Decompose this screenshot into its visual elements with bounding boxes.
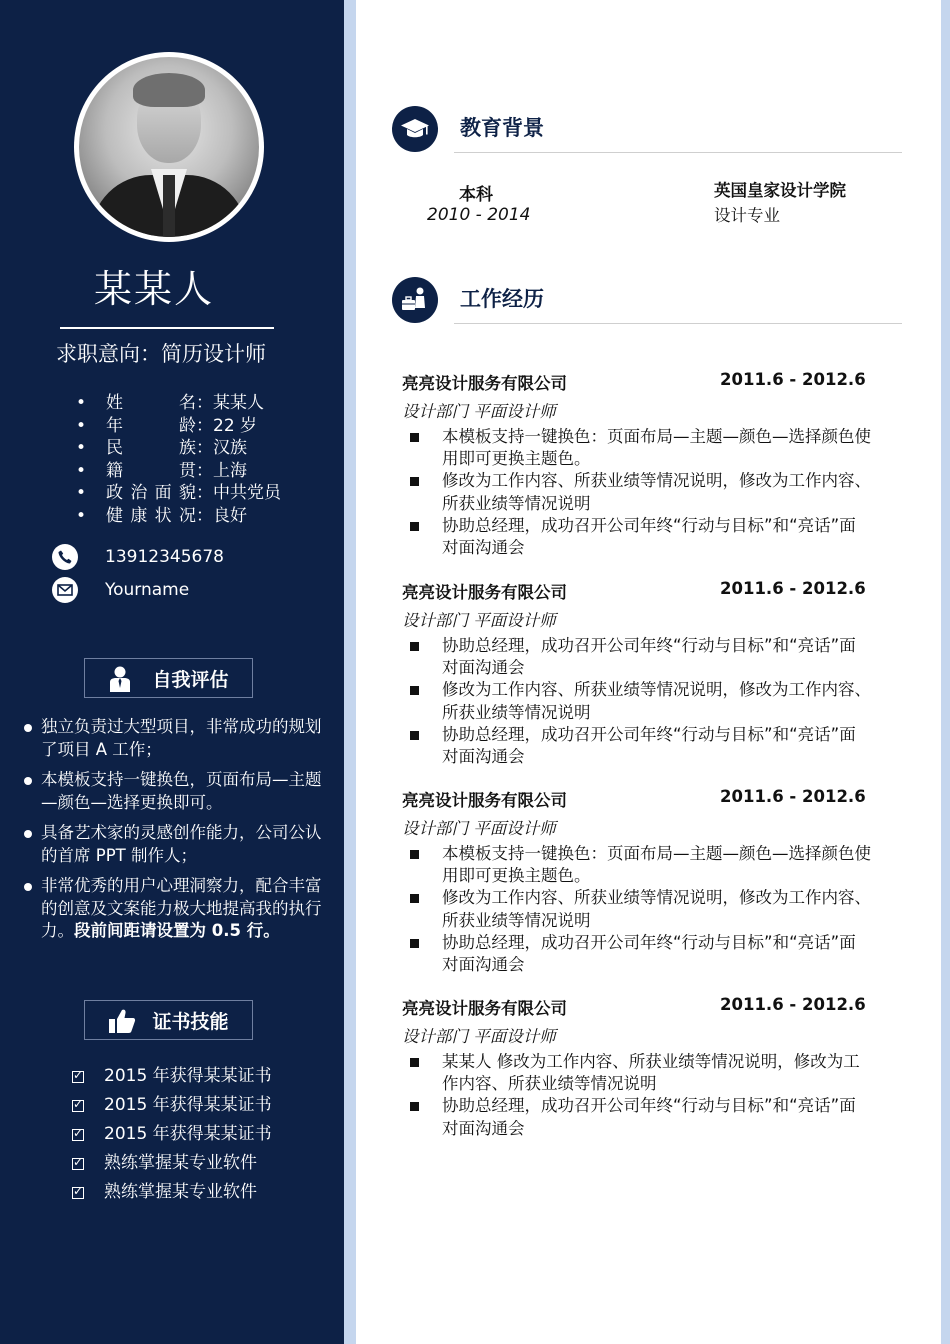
education-title: 教育背景 bbox=[460, 116, 544, 140]
cert-item: ✓ 熟练掌握某专业软件 bbox=[72, 1178, 272, 1207]
job-bullets bbox=[402, 635, 872, 768]
info-item: • 政治面貌：中共党员 bbox=[76, 482, 281, 505]
graduation-cap-icon bbox=[392, 106, 438, 152]
certs-heading: 证书技能 bbox=[84, 1000, 253, 1040]
self-eval-item: 具备艺术家的灵感创作能力，公司公认的首席 PPT 制作人； bbox=[22, 822, 330, 867]
phone-number: 13912345678 bbox=[105, 547, 224, 567]
sidebar bbox=[0, 0, 344, 1344]
work-title: 工作经历 bbox=[460, 287, 544, 311]
accent-stripe-left bbox=[344, 0, 356, 1344]
job-dates: 2011.6 - 2012.6 bbox=[720, 787, 866, 806]
checkbox-icon bbox=[72, 1158, 84, 1170]
job-bullet: 修改为工作内容、所获业绩等情况说明，修改为工作内容、所获业绩等情况说明 bbox=[402, 887, 872, 931]
job-bullet: 协助总经理，成功召开公司年终“行动与目标”和“亮话”面对面沟通会 bbox=[402, 724, 872, 768]
job-dept: 设计部门 平面设计师 bbox=[402, 1027, 556, 1046]
job-bullet: 协助总经理，成功召开公司年终“行动与目标”和“亮话”面对面沟通会 bbox=[402, 1095, 872, 1139]
job-dates: 2011.6 - 2012.6 bbox=[720, 370, 866, 389]
email-text: Yourname bbox=[105, 580, 190, 600]
info-item: • 年龄：22 岁 bbox=[76, 415, 281, 438]
phone-icon bbox=[52, 544, 78, 570]
job-bullet: 修改为工作内容、所获业绩等情况说明，修改为工作内容、所获业绩等情况说明 bbox=[402, 470, 872, 514]
info-item: • 民族：汉族 bbox=[76, 437, 281, 460]
self-eval-item: 独立负责过大型项目，非常成功的规划了项目 A 工作； bbox=[22, 716, 330, 761]
self-eval-item: 非常优秀的用户心理洞察力，配合丰富的创意及文案能力极大地提高我的执行力。段前间距请设置为 0.5 行。 bbox=[22, 875, 330, 943]
cert-item: ✓ 熟练掌握某专业软件 bbox=[72, 1149, 272, 1178]
job-bullet: 协助总经理，成功召开公司年终“行动与目标”和“亮话”面对面沟通会 bbox=[402, 515, 872, 559]
cert-item: ✓ 2015 年获得某某证书 bbox=[72, 1091, 272, 1120]
work-divider bbox=[454, 323, 902, 324]
job-company: 亮亮设计服务有限公司 bbox=[402, 791, 567, 810]
job-bullets bbox=[402, 843, 872, 976]
job-bullet: 协助总经理，成功召开公司年终“行动与目标”和“亮话”面对面沟通会 bbox=[402, 932, 872, 976]
job-dept: 设计部门 平面设计师 bbox=[402, 402, 556, 421]
info-item: • 健康状况：良好 bbox=[76, 505, 281, 528]
profile-photo bbox=[74, 52, 264, 242]
info-item: • 姓名：某某人 bbox=[76, 392, 281, 415]
job-bullet: 本模板支持一键换色：页面布局—主题—颜色—选择颜色使用即可更换主题色。 bbox=[402, 426, 872, 470]
edu-school: 英国皇家设计学院 bbox=[714, 181, 846, 200]
job-bullet: 本模板支持一键换色：页面布局—主题—颜色—选择颜色使用即可更换主题色。 bbox=[402, 843, 872, 887]
job-intent: 求职意向：简历设计师 bbox=[56, 342, 266, 366]
edu-degree: 本科 bbox=[459, 185, 493, 205]
self-eval-list bbox=[22, 716, 330, 951]
cert-item: ✓ 2015 年获得某某证书 bbox=[72, 1120, 272, 1149]
job-bullet: 修改为工作内容、所获业绩等情况说明，修改为工作内容、所获业绩等情况说明 bbox=[402, 679, 872, 723]
job-bullet: 协助总经理，成功召开公司年终“行动与目标”和“亮话”面对面沟通会 bbox=[402, 635, 872, 679]
job-dates: 2011.6 - 2012.6 bbox=[720, 579, 866, 598]
job-dept: 设计部门 平面设计师 bbox=[402, 819, 556, 838]
checkbox-icon bbox=[72, 1071, 84, 1083]
accent-stripe-right bbox=[941, 0, 950, 1344]
person-icon bbox=[108, 666, 132, 690]
cert-item: ✓ 2015 年获得某某证书 bbox=[72, 1062, 272, 1091]
info-item: • 籍贯：上海 bbox=[76, 460, 281, 483]
job-company: 亮亮设计服务有限公司 bbox=[402, 999, 567, 1018]
email-row bbox=[52, 577, 189, 603]
personal-info-list bbox=[76, 392, 281, 527]
briefcase-person-icon bbox=[392, 277, 438, 323]
self-eval-item: 本模板支持一键换色，页面布局—主题—颜色—选择更换即可。 bbox=[22, 769, 330, 814]
job-dates: 2011.6 - 2012.6 bbox=[720, 995, 866, 1014]
job-bullet: 某某人 修改为工作内容、所获业绩等情况说明，修改为工作内容、所获业绩等情况说明 bbox=[402, 1051, 872, 1095]
edu-major: 设计专业 bbox=[714, 206, 780, 225]
job-dept: 设计部门 平面设计师 bbox=[402, 611, 556, 630]
phone-row bbox=[52, 544, 224, 570]
job-bullets bbox=[402, 426, 872, 559]
checkbox-icon bbox=[72, 1100, 84, 1112]
certs-list bbox=[72, 1062, 272, 1207]
job-company: 亮亮设计服务有限公司 bbox=[402, 583, 567, 602]
job-bullets bbox=[402, 1051, 872, 1140]
education-divider bbox=[454, 152, 902, 153]
thumbs-up-icon bbox=[108, 1008, 132, 1032]
checkbox-icon bbox=[72, 1129, 84, 1141]
name-divider bbox=[60, 327, 274, 329]
profile-name: 某某人 bbox=[94, 267, 215, 311]
self-eval-heading: 自我评估 bbox=[84, 658, 253, 698]
mail-icon bbox=[52, 577, 78, 603]
edu-years: 2010 - 2014 bbox=[427, 205, 531, 225]
job-company: 亮亮设计服务有限公司 bbox=[402, 374, 567, 393]
checkbox-icon bbox=[72, 1187, 84, 1199]
